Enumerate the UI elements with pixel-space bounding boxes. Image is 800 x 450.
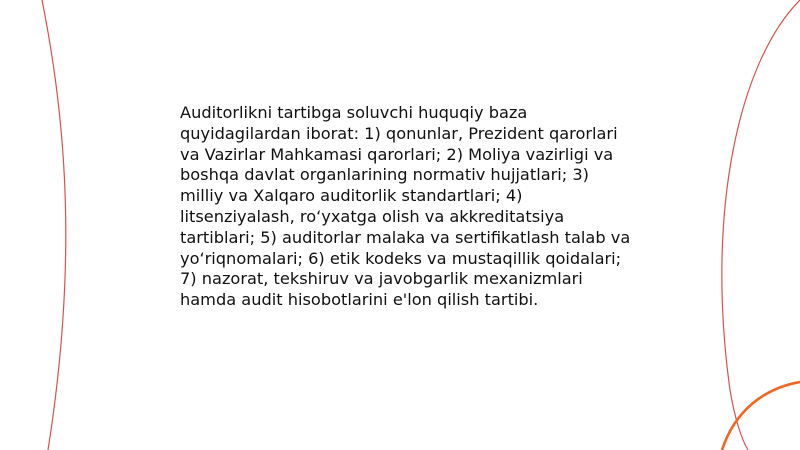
left-curve-line [42, 0, 66, 450]
bottom-right-arc [722, 382, 800, 450]
right-curve-line [722, 0, 800, 450]
body-text: Auditorlikni tartibga soluvchi huquqiy baza quyidagilardan iborat: 1) qonunlar, Prezident qarorlari va Vazirlar Mahkamasi qarorlari; 2) Moliya vazirligi va boshqa davlat organlarining normativ hujjatlari; 3) milliy va Xalqaro auditorlik standartlari; 4) litsenziyalash, ro‘yxatga olish va akkreditatsiya tartiblari; 5) auditorlar malaka va sertifikatlash talab va yo‘riqnomalari; 6) etik kodeks va mustaqillik qoidalari; 7) nazorat, tekshiruv va javobgarlik mexanizmlari hamda audit hisobotlarini e'lon qilish tartibi. [180, 103, 631, 310]
